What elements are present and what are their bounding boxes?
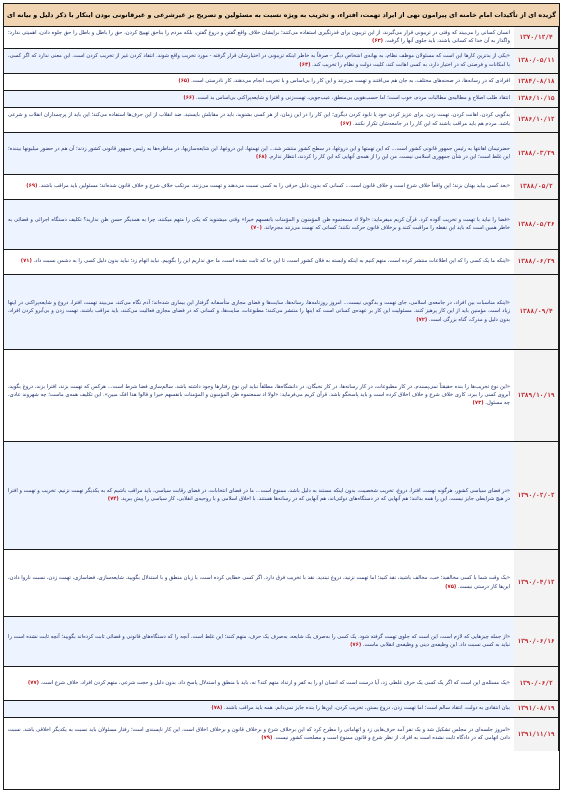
quote-reference: (۷۹) xyxy=(261,735,273,742)
quote-date: ۱۳۹۰/۰۶/۱۶ xyxy=(514,616,559,666)
quote-cell xyxy=(4,549,514,616)
quote-date: ۱۳۹۱/۰۸/۱۹ xyxy=(514,700,559,717)
table-row xyxy=(4,27,559,48)
quote-cell xyxy=(4,132,514,174)
quote-date: ۱۳۹۰/۰۴/۱۲ xyxy=(514,549,559,616)
quote-text: «این نوع تخریب‌ها را بنده حقیقتاً نمی‌پسندم. در کار مطبوعات، در کار رسانه‌ها، در کار نخبگان، در دانشگاه‌ها، مطلقاً نباید این نوع رفتارها وجود داشته باشد. سالم‌سازی فضا شرط است... هرکس که تهمت بزند، افترا بزند، دروغ بگوید، آبروی کسی را ببرد، کاری خلاف شرع و خلاف اخلاق کرده است و باید پاسخگو باشد. قرآن کریم می‌فرماید: «لولا اذ سمعتموه ظن المؤمنون و المؤمنات بانفسهم خیرا و قالوا هذا افک مبین». این تکلیف همه‌ی ماست؛ چه شهروند عادی، چه مسئول. xyxy=(8,383,510,407)
quote-reference: (۶۷) xyxy=(340,120,352,127)
table-row xyxy=(4,700,559,717)
quote-date: ۱۳۸۴/۰۸/۱۸ xyxy=(514,73,559,90)
table-row xyxy=(4,73,559,90)
quote-date: ۱۳۷۰/۱۲/۴ xyxy=(514,27,559,48)
quote-reference: (۷۸) xyxy=(211,705,223,712)
quote-date: ۱۳۸۰/۰۵/۱۱ xyxy=(514,48,559,73)
quote-date: ۱۳۸۸/۰۹/۴ xyxy=(514,274,559,349)
table-row xyxy=(4,274,559,349)
quote-text: انسان کسانی را می‌بیند که وقتی در تریبونی قرار می‌گیرند، از این تریبون برای قدرتگیری استفاده می‌کنند؛ برایشان خلاف واقع گفتن و دروغ گفتن، بلکه مردم را بناحق تهییج کردن، حق را باطل و باطل را حق جلوه دادن، اهمیتی ندارد؛ واگذار به آن خدا که کسانی باشند، باید جلوی آنها را گرفت. xyxy=(8,30,510,45)
table-row xyxy=(4,441,559,549)
quote-reference: (۷۱) xyxy=(20,258,32,265)
table-row xyxy=(4,349,559,441)
quote-text: «امروز جلسه‌ای در مجلس تشکیل شد و یک نفر آمد حرف‌هایی زد و اتهاماتی را مطرح کرد که این برخلاف شرع و برخلاف قانون و برخلاف اخلاق است. این کار ناپسندی است؛ رفتار مسئولان باید نسبت به یکدیگر اخلاقی باشد. نسبت دادن اتهامی که در دادگاه ثابت نشده است به افراد، از نظر شرع و قانون ممنوع است و مصلحت کشور نیست. xyxy=(8,727,510,742)
quote-cell xyxy=(4,199,514,249)
quote-cell xyxy=(4,73,514,90)
quote-cell xyxy=(4,616,514,666)
quote-cell xyxy=(4,90,514,107)
table-row xyxy=(4,107,559,132)
quote-date: ۱۳۸۸/۰۵/۲ xyxy=(514,174,559,199)
quote-reference: (۶۳) xyxy=(371,38,384,45)
quote-date: ۱۳۹۱/۱۱/۱۹ xyxy=(514,717,559,751)
quote-cell xyxy=(4,717,514,751)
quote-cell xyxy=(4,666,514,700)
quote-reference: (۷۵) xyxy=(445,583,457,590)
table-row xyxy=(4,549,559,616)
table-row xyxy=(4,616,559,666)
quote-reference: (۷۰) xyxy=(250,225,262,231)
table-row xyxy=(4,48,559,73)
quote-reference: (۷۴) xyxy=(107,496,119,502)
quote-text: «اینکه مناسبات بین افراد، در جامعه‌ی اسلامی، جای تهمت و بدگویی نیست... امروز روزنامه‌ها، رسانه‌ها، سایت‌ها و فضای مجازی متأسفانه گرفتار این بیماری شده‌اند؛ آدم نگاه می‌کند، می‌بیند تهمت، افترا، دروغ و شایعه‌پراکنی در اینها زیاد است. مؤمنین باید از این کار پرهیز کنند. مسئولیت این کار بر عهده‌ی کسانی است که اینها را منتشر می‌کنند؛ مطبوعات، سایت‌ها، و کسانی که در فضای مجازی فعالیت می‌کنند، باید مراقب باشند. تهمت زدن و بی‌آبرو کردن افراد، بدون دلیل و مدرک، گناه بزرگی است. xyxy=(8,300,510,323)
quote-date: ۱۳۸۶/۱۰/۱۲ xyxy=(514,107,559,132)
quote-cell xyxy=(4,700,514,717)
table-row xyxy=(4,132,559,174)
quote-reference: (۶۵) xyxy=(178,78,190,85)
quote-date: ۱۳۹۰/۰۶/۲ xyxy=(514,666,559,700)
quote-text: «بعد کسی بیاید بهتان بزند؛ این واقعاً خلاف شرع است و خلاف قانون است... کسانی که بدون دلیل حرفی را به کسی نسبت می‌دهند و تهمت می‌زنند، مرتکب خلاف شرع و خلاف قانون شده‌اند؛ مسئولین باید مراقب باشند. xyxy=(37,183,510,190)
quote-reference: (۶۸) xyxy=(255,154,267,160)
document-page xyxy=(3,3,560,790)
quote-reference: (۶۶) xyxy=(183,95,195,102)
quote-reference: (۶۹) xyxy=(26,183,38,190)
quote-reference: (۶۴) xyxy=(299,61,311,68)
quote-cell xyxy=(4,274,514,349)
quotes-table xyxy=(4,27,559,751)
quote-date: ۱۳۹۰/۰۲/۰۲ xyxy=(514,441,559,549)
quote-text: افرادی که در رسانه‌ها، در صحنه‌های مختلف، به جان هم می‌افتند و تهمت می‌زنند و این کار را بی‌اساس و با تخریب انجام می‌دهند، کار نادرستی است. xyxy=(189,78,510,85)
quote-text: بیان انتقادی به دولت، انتقاد سالم است؛ اما تهمت زدن، دروغ بستن، تخریب کردن، این‌ها را بنده جایز نمی‌دانم. همه باید مراقب باشند. xyxy=(222,705,510,712)
table-row xyxy=(4,199,559,249)
quote-date: ۱۳۸۸/۰۳/۲۹ xyxy=(514,132,559,174)
quote-date: ۱۳۸۸/۰۵/۲۶ xyxy=(514,199,559,249)
quote-text: «یک وقت شما با کسی مخالفید؛ خب، مخالف باشید، نقد کنید؛ اما تهمت نزنید، دروغ نبندید. نقد با تخریب فرق دارد. اگر کسی خطایی کرده است، با زبان منطق و با استدلال بگویید. شایعه‌سازی، فضاسازی، تهمت زدن، نسبت ناروا دادن، این‌ها کار درستی نیست. xyxy=(8,575,510,590)
quote-text: «فضا را نباید با تهمت و تخریب آلوده کرد. قرآن کریم میفرماید: «لولا اذ سمعتموه ظن المؤمنون و المؤمنات بانفسهم خیرا» وقتی میشنوید که یکی را متهم میکنند، چرا به همدیگر حسن ظن ندارید؟ تکلیف دستگاه اجرائی و قضائی به خاطر همین است که باید این نقطه را مراقبت کنند و برخلاف قانون حرکت نکنند؛ کسانی که تهمت می‌زنند مجرم‌اند. xyxy=(8,216,510,231)
quote-text: «اینکه ما یک کسی را که این اطلاعات منتشر کرده است، متهم کنیم به اینکه وابسته به فلان کشور است، تا این جا که ثابت نشده است، ما حق نداریم این را بگوییم. نباید اتهام زد؛ نباید بدون دلیل کسی را به دشمن نسبت داد. xyxy=(31,258,510,265)
quote-cell xyxy=(4,349,514,441)
quote-date: ۱۳۸۶/۱۰/۱۵ xyxy=(514,90,559,107)
quote-text: حضرتیمان اهانتها به رئیس جمهور قانونی کشور است... که این تهمتها و این دروغها، در سطح کشور منتشر شد... این تهمتها، این دروغها، این شایعه‌سازیها، در مناظره‌ها به رئیس جمهور قانونی کشور زدند؛ آن هم در حضور میلیونها بیننده؛ این غلط است؛ این در شأن جمهوری اسلامی نیست. من این را از همه‌ی آنهایی که این کار را کردند، انتظار ندارم. xyxy=(8,145,510,160)
quote-reference: (۷۶) xyxy=(350,642,362,648)
quote-text: «در فضای سیاسی کشور، هرگونه تهمت، افترا، دروغ، تخریب شخصیت، بدون اینکه مستند به دلیل باشد، ممنوع است... ما در فضای انتخابات، در فضای رقابت سیاسی، باید مراقب باشیم که به یکدیگر تهمت نزنیم. تخریب و تهمت و افترا در هیچ شرایطی جایز نیست. این را همه بدانند؛ هم آنهایی که در دستگاه‌های دولتی‌اند، هم آنهایی که در رسانه‌ها هستند. با اخلاق اسلامی و با روحیه‌ی انقلابی، کار سیاسی را پیش ببرید. xyxy=(8,487,510,502)
table-row xyxy=(4,249,559,274)
quote-reference: (۷۷) xyxy=(27,679,39,686)
table-row xyxy=(4,90,559,107)
table-row xyxy=(4,666,559,700)
quote-text: انتقاد طلب اصلاح و مطالبه‌ی مطالبات مردم، خوب است؛ اما حسب‌هویی بی‌منطق، عیب‌جویی، تهمت‌زنی و افترا و شایعه‌پراکنی بی‌اساس بد است. xyxy=(194,95,510,102)
quote-cell xyxy=(4,174,514,199)
quote-cell xyxy=(4,48,514,73)
table-row xyxy=(4,174,559,199)
table-row xyxy=(4,717,559,751)
quote-text: «یک مسئله‌ی این است که اگر یک کسی یک حرف غلطی زد، آیا درست است که انسان او را به کفر و ارتداد متهم کند؟ نه، باید با منطق و استدلال پاسخ داد. بدون دلیل و حجت شرعی، متهم کردن افراد، خلاف شرع است. xyxy=(39,679,510,686)
page-title: گزیده ای از تأکیدات امام خامنه ای پیرامون نهی از ایراد تهمت، افتراء، و تخریب به ویژه نسبت به مسئولین و تصریح بر غیرشرعی و غیرقانونی بودن اینکار با ذکر دلیل و بیانه ای xyxy=(4,4,559,27)
quote-date: ۱۳۸۸/۰۶/۲۹ xyxy=(514,249,559,274)
quote-text: «از جمله چیزهایی که لازم است، این است که جلوی تهمت گرفته شود. یک کسی را به‌صرف یک شایعه، به‌صرف یک حرف، متهم کنند؛ این غلط است. آنچه را که دستگاه‌های قانونی و قضائی ثابت کرده‌اند بگویید؛ آنچه ثابت نشده است را نباید به کسی نسبت داد. این وظیفه‌ی دینی و وظیفه‌ی انقلابی ماست. xyxy=(8,633,510,648)
quote-text: بدگویی کردن، اهانت کردن، تهمت زدن، برای عزیز کردن خود یا نابود کردن دیگری؛ این کار را در این زمان، از هر کسی بشنوید، باید در مقابلش بایستید. ضد انقلاب از این حرف‌ها استفاده می‌کند؛ این باید از پرچمداران انقلاب و شرعی باشد. مردم هم باید مراقب باشند که این کار را در جامعه‌شان تکرار نکنند. xyxy=(8,112,510,127)
quote-reference: (۷۲) xyxy=(416,316,428,323)
quote-cell xyxy=(4,249,514,274)
quote-text: «یکی از بدترین کارها این است که مسئولان موظف نظام، به بهانه‌ی اشخاص دیگر - صرفاً به خاطر اینکه تریبونی در اختیارشان قرار گرفته - مورد تخریب واقع شوند. انتقاد کردن غیر از تخریب کردن است. این معنی ندارد که اگر کسی، با امکانات و فرصتی که در اختیار دارد، به کسی اهانت کند، کلیت دولت و نظام را تخریب کند. xyxy=(8,53,510,68)
quote-cell xyxy=(4,107,514,132)
quote-cell xyxy=(4,27,514,48)
quote-cell xyxy=(4,441,514,549)
quote-reference: (۷۳) xyxy=(472,400,484,407)
quote-date: ۱۳۸۹/۱۰/۱۹ xyxy=(514,349,559,441)
